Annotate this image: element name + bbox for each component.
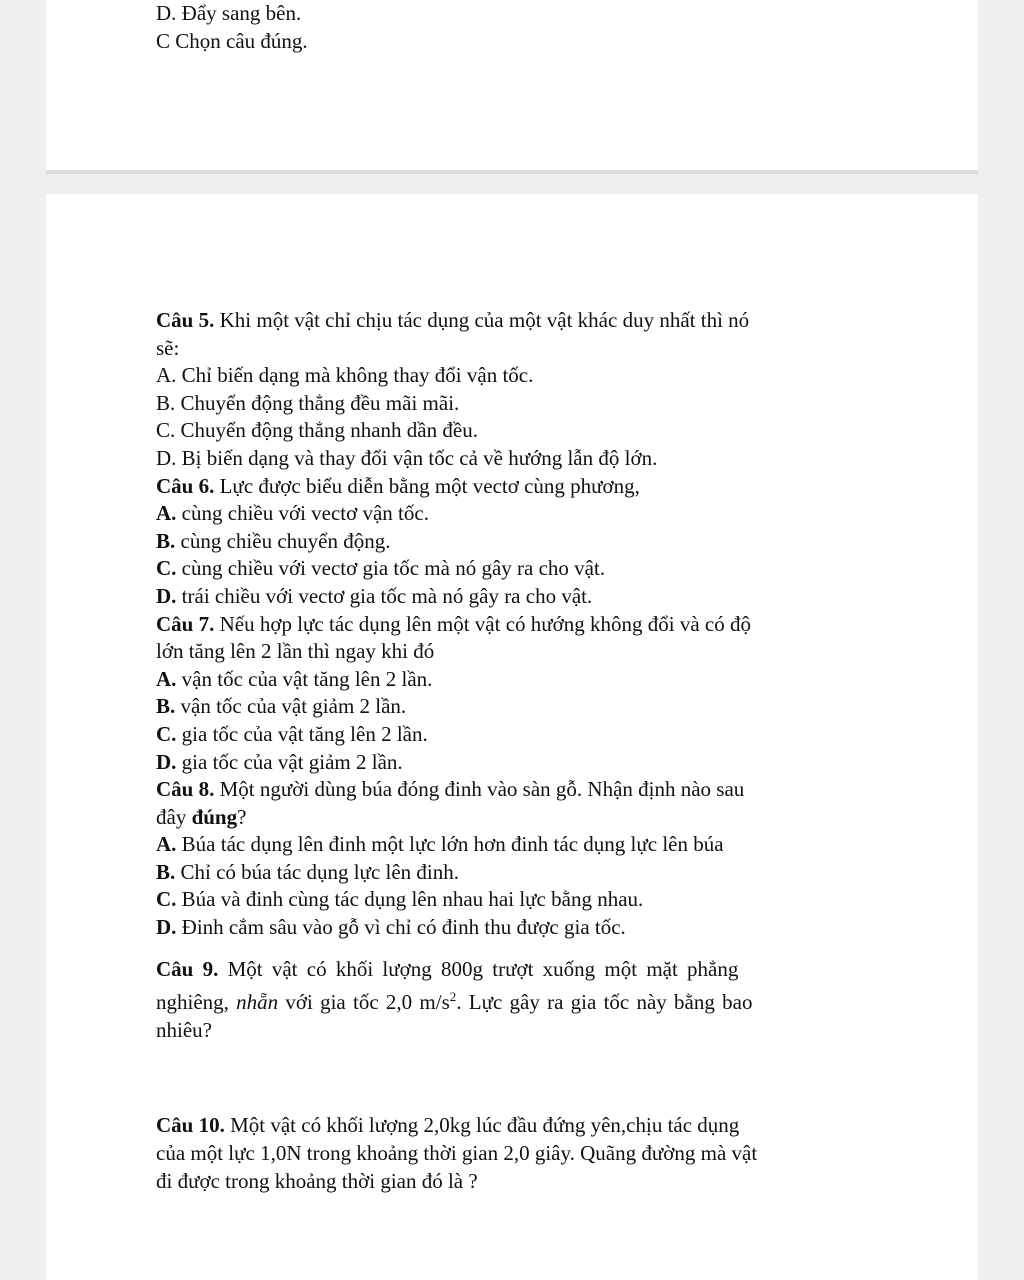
question-5-stem-cont: sẽ: xyxy=(156,335,180,360)
question-9-text xyxy=(156,956,871,1045)
question-7-label: Câu 7. xyxy=(156,611,215,636)
question-8-option-b: B. Chỉ có búa tác dụng lực lên đinh. xyxy=(156,859,460,884)
question-5-option-a: A. Chỉ biến dạng mà không thay đổi vận tốc. xyxy=(156,363,534,388)
document-page-top xyxy=(46,0,978,170)
question-6-option-d: D. trái chiều với vectơ gia tốc mà nó gây ra cho vật. xyxy=(156,583,593,608)
question-10-line-1: Câu 10. Một vật có khối lượng 2,0kg lúc đầu đứng yên,chịu tác dụng xyxy=(156,1113,740,1138)
question-7-stem: Câu 7. Nếu hợp lực tác dụng lên một vật có hướng không đổi và có độ xyxy=(156,611,751,636)
question-6-option-c: C. cùng chiều với vectơ gia tốc mà nó gây ra cho vật. xyxy=(156,556,606,581)
document-page-main xyxy=(46,194,978,1280)
question-9-label: Câu 9. xyxy=(156,956,219,981)
page-separator xyxy=(46,170,978,174)
question-7-option-b: B. vận tốc của vật giảm 2 lần. xyxy=(156,694,407,719)
questions-content xyxy=(156,307,871,1195)
question-8-option-a: A. Búa tác dụng lên đinh một lực lớn hơn đinh tác dụng lực lên búa xyxy=(156,832,724,857)
page-top-content xyxy=(156,0,871,55)
question-10-line-2: của một lực 1,0N trong khoảng thời gian 2,0 giây. Quãng đường mà vật xyxy=(156,1141,758,1166)
question-6-label: Câu 6. xyxy=(156,473,215,498)
question-9-line-2: nghiêng, nhẵn với gia tốc 2,0 $m/s^2$. Lực gây ra gia tốc này bằng bao xyxy=(156,989,753,1015)
question-5-option-d: D. Bị biến dạng và thay đổi vận tốc cả về hướng lẫn độ lớn. xyxy=(156,445,658,470)
question-6-option-a: A. cùng chiều với vectơ vận tốc. xyxy=(156,501,429,526)
question-10-line-3: đi được trong khoảng thời gian đó là ? xyxy=(156,1168,478,1193)
question-9-line-3: nhiêu? xyxy=(156,1017,212,1042)
question-9-line-1: Câu 9. Một vật có khối lượng 800g trượt xuống một mặt phẳng xyxy=(156,956,739,981)
question-7-option-c: C. gia tốc của vật tăng lên 2 lần. xyxy=(156,721,428,746)
question-5-option-b: B. Chuyển động thẳng đều mãi mãi. xyxy=(156,390,460,415)
spacer xyxy=(156,1044,871,1112)
question-8-option-d: D. Đinh cắm sâu vào gỗ vì chỉ có đinh thu được gia tốc. xyxy=(156,915,626,940)
question-5-label: Câu 5. xyxy=(156,308,215,332)
question-6-option-b: B. cùng chiều chuyển động. xyxy=(156,528,391,553)
question-7-stem-cont: lớn tăng lên 2 lần thì ngay khi đó xyxy=(156,639,435,664)
question-8-label: Câu 8. xyxy=(156,777,215,802)
question-10-label: Câu 10. xyxy=(156,1113,225,1138)
question-7-option-a: A. vận tốc của vật tăng lên 2 lần. xyxy=(156,666,433,691)
question-8-stem-cont: đây đúng? xyxy=(156,804,247,829)
instruction-choose-correct: C Chọn câu đúng. xyxy=(156,28,308,53)
question-6-stem: Câu 6. Lực được biểu diễn bằng một vectơ cùng phương, xyxy=(156,473,640,498)
spacer xyxy=(156,942,871,956)
question-7-option-d: D. gia tốc của vật giảm 2 lần. xyxy=(156,749,403,774)
question-8-option-c: C. Búa và đinh cùng tác dụng lên nhau hai lực bằng nhau. xyxy=(156,887,644,912)
question-5-stem: Câu 5. Khi một vật chỉ chịu tác dụng của một vật khác duy nhất thì nó xyxy=(156,308,750,332)
question-8-stem: Câu 8. Một người dùng búa đóng đinh vào sàn gỗ. Nhận định nào sau xyxy=(156,777,745,802)
answer-option-d-previous: D. Đẩy sang bên. xyxy=(156,1,302,25)
question-5-option-c: C. Chuyển động thẳng nhanh dần đều. xyxy=(156,418,478,443)
